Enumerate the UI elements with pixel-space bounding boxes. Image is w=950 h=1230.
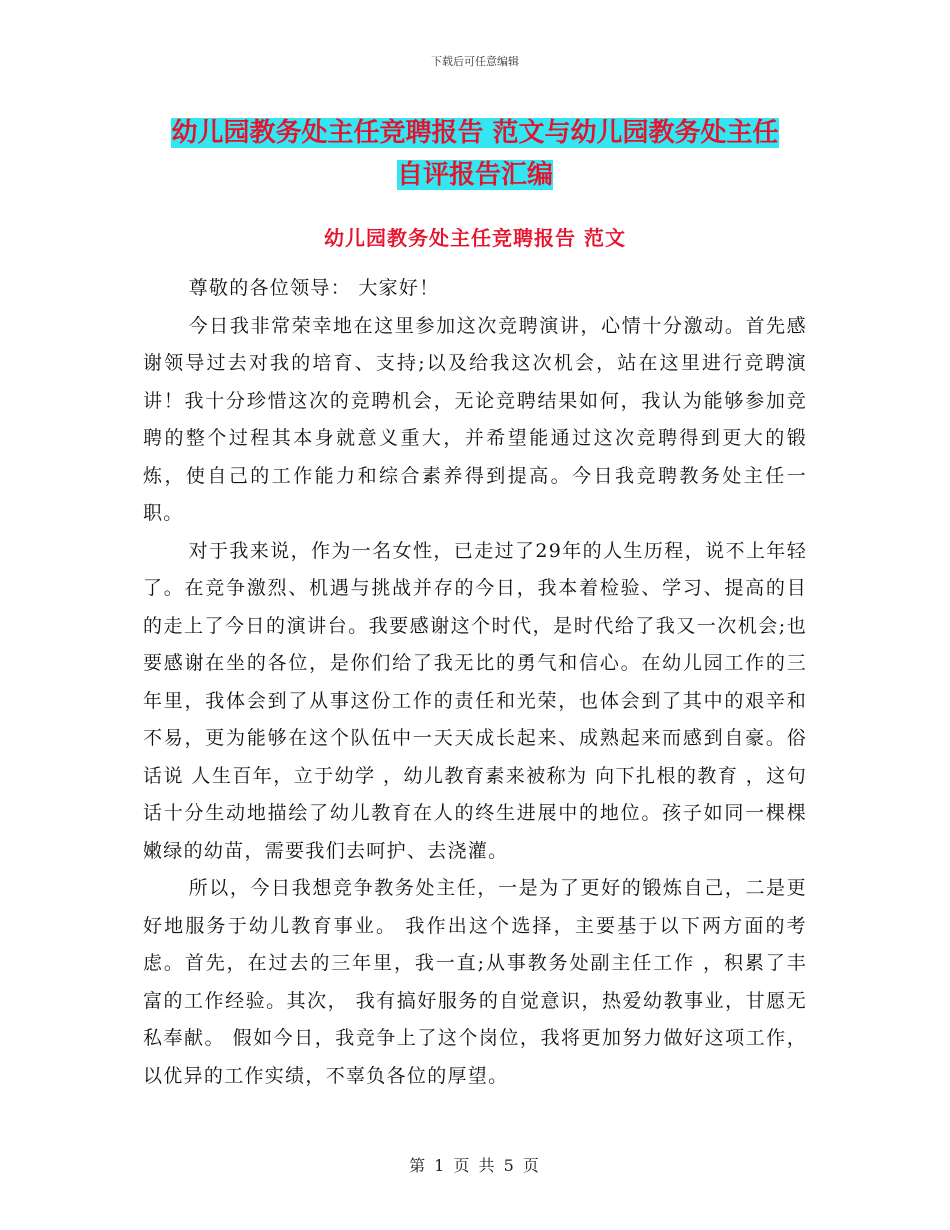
- section-heading: 幼儿园教务处主任竞聘报告 范文: [324, 226, 626, 250]
- page-number-footer: 第 1 页 共 5 页: [409, 1156, 541, 1175]
- paragraph-greeting: 尊敬的各位领导： 大家好！: [188, 277, 440, 299]
- paragraph: 今日我非常荣幸地在这里参加这次竞聘演讲，心情十分激动。首先感谢领导过去对我的培育、支持;以及给我这次机会，站在这里进行竞聘演讲！我十分珍惜这次的竞聘机会，无论竞聘结果如何，我认为能够参加竞聘的整个过程其本身就意义重大，并希望能通过这次竞聘得到更大的锻炼，使自己的工作能力和综合素养得到提高。今日我竞聘教务处主任一职。: [143, 314, 807, 524]
- document-title-line-2: 自评报告汇编: [396, 160, 553, 190]
- document-title: [0, 112, 950, 196]
- paragraph: 对于我来说，作为一名女性，已走过了29年的人生历程，说不上年轻了。在竞争激烈、机遇与挑战并存的今日，我本着检验、学习、提高的目的走上了今日的演讲台。我要感谢这个时代，是时代给了我又一次机会;也要感谢在坐的各位，是你们给了我无比的勇气和信心。在幼儿园工作的三年里，我体会到了从事这份工作的责任和光荣，也体会到了其中的艰辛和不易，更为能够在这个队伍中一天天成长起来、成熟起来而感到自豪。俗话说 人生百年，立于幼学 ，幼儿教育素来被称为 向下扎根的教育 ，这句话十分生动地描绘了幼儿教育在人的终生进展中的地位。孩子如同一棵棵嫩绿的幼苗，需要我们去呵护、去浇灌。: [143, 539, 807, 862]
- paragraph: 所以，今日我想竞争教务处主任，一是为了更好的锻炼自己，二是更好地服务于幼儿教育事业。 我作出这个选择，主要基于以下两方面的考虑。首先，在过去的三年里，我一直;从事教务处副主任工作 ，积累了丰富的工作经验。其次， 我有搞好服务的自觉意识，热爱幼教事业，甘愿无私奉献。 假如今日，我竞争上了这个岗位，我将更加努力做好这项工作，以优异的工作实绩，不辜负各位的厚望。: [143, 877, 807, 1087]
- body-text: [143, 270, 807, 1095]
- header-note: 下载后可任意编辑: [431, 55, 519, 68]
- document-title-line-1: 幼儿园教务处主任竞聘报告 范文与幼儿园教务处主任: [171, 118, 779, 148]
